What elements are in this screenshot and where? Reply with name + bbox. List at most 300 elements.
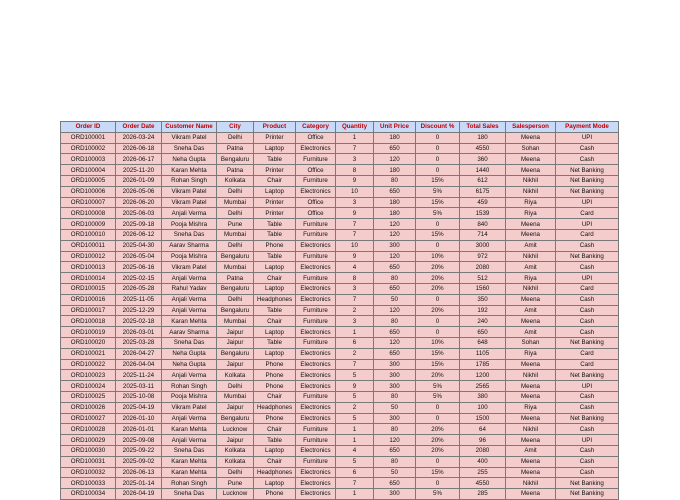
cell-order-date[interactable]: 2025-06-03: [116, 208, 162, 219]
cell-order-id[interactable]: ORD100013: [61, 262, 116, 273]
cell-product[interactable]: Printer: [254, 197, 296, 208]
cell-order-date[interactable]: 2025-03-28: [116, 337, 162, 348]
cell-salesperson[interactable]: Meena: [506, 467, 556, 478]
cell-order-date[interactable]: 2026-01-01: [116, 424, 162, 435]
cell-payment-mode[interactable]: Card: [556, 348, 619, 359]
cell-category[interactable]: Office: [296, 208, 336, 219]
cell-customer-name[interactable]: Pooja Mishra: [162, 251, 217, 262]
cell-payment-mode[interactable]: Net Banking: [556, 370, 619, 381]
cell-quantity[interactable]: 9: [336, 208, 374, 219]
cell-quantity[interactable]: 7: [336, 219, 374, 230]
cell-quantity[interactable]: 6: [336, 337, 374, 348]
cell-order-id[interactable]: ORD100015: [61, 283, 116, 294]
cell-payment-mode[interactable]: Cash: [556, 456, 619, 467]
cell-payment-mode[interactable]: Cash: [556, 262, 619, 273]
cell-salesperson[interactable]: Nikhil: [506, 175, 556, 186]
cell-payment-mode[interactable]: UPI: [556, 381, 619, 392]
cell-order-id[interactable]: ORD100027: [61, 413, 116, 424]
cell-category[interactable]: Electronics: [296, 262, 336, 273]
cell-category[interactable]: Furniture: [296, 175, 336, 186]
cell-product[interactable]: Table: [254, 251, 296, 262]
cell-order-date[interactable]: 2026-01-09: [116, 175, 162, 186]
column-header-order-id[interactable]: Order ID: [61, 122, 116, 133]
cell-product[interactable]: Table: [254, 229, 296, 240]
cell-order-date[interactable]: 2026-06-13: [116, 467, 162, 478]
cell-discount[interactable]: 0: [416, 294, 460, 305]
cell-category[interactable]: Electronics: [296, 489, 336, 500]
cell-salesperson[interactable]: Meena: [506, 456, 556, 467]
cell-customer-name[interactable]: Karan Mehta: [162, 316, 217, 327]
cell-order-id[interactable]: ORD100018: [61, 316, 116, 327]
cell-order-date[interactable]: 2025-11-24: [116, 370, 162, 381]
cell-order-date[interactable]: 2025-06-16: [116, 262, 162, 273]
cell-order-id[interactable]: ORD100024: [61, 381, 116, 392]
cell-product[interactable]: Printer: [254, 132, 296, 143]
cell-customer-name[interactable]: Anjali Verma: [162, 370, 217, 381]
column-header-quantity[interactable]: Quantity: [336, 122, 374, 133]
cell-salesperson[interactable]: Nikhil: [506, 251, 556, 262]
cell-payment-mode[interactable]: Cash: [556, 445, 619, 456]
cell-unit-price[interactable]: 650: [374, 327, 416, 338]
cell-order-id[interactable]: ORD100030: [61, 445, 116, 456]
cell-customer-name[interactable]: Karan Mehta: [162, 456, 217, 467]
cell-order-date[interactable]: 2026-06-18: [116, 143, 162, 154]
cell-unit-price[interactable]: 180: [374, 132, 416, 143]
cell-salesperson[interactable]: Sohan: [506, 337, 556, 348]
cell-customer-name[interactable]: Pooja Mishra: [162, 219, 217, 230]
cell-discount[interactable]: 0: [416, 219, 460, 230]
cell-total-sales[interactable]: 512: [460, 273, 506, 284]
column-header-payment-mode[interactable]: Payment Mode: [556, 122, 619, 133]
cell-category[interactable]: Electronics: [296, 381, 336, 392]
cell-city[interactable]: Kolkata: [217, 370, 254, 381]
cell-quantity[interactable]: 5: [336, 413, 374, 424]
cell-category[interactable]: Furniture: [296, 424, 336, 435]
cell-order-id[interactable]: ORD100028: [61, 424, 116, 435]
cell-category[interactable]: Furniture: [296, 337, 336, 348]
cell-customer-name[interactable]: Rohan Singh: [162, 381, 217, 392]
cell-salesperson[interactable]: Meena: [506, 359, 556, 370]
cell-order-date[interactable]: 2025-02-18: [116, 316, 162, 327]
cell-total-sales[interactable]: 380: [460, 391, 506, 402]
cell-order-date[interactable]: 2026-04-19: [116, 489, 162, 500]
cell-order-id[interactable]: ORD100008: [61, 208, 116, 219]
cell-order-date[interactable]: 2025-02-15: [116, 273, 162, 284]
cell-payment-mode[interactable]: UPI: [556, 197, 619, 208]
cell-discount[interactable]: 20%: [416, 435, 460, 446]
cell-order-date[interactable]: 2026-04-04: [116, 359, 162, 370]
cell-category[interactable]: Furniture: [296, 229, 336, 240]
cell-city[interactable]: Pune: [217, 219, 254, 230]
cell-city[interactable]: Bengaluru: [217, 348, 254, 359]
cell-salesperson[interactable]: Nikhil: [506, 186, 556, 197]
cell-discount[interactable]: 5%: [416, 186, 460, 197]
cell-quantity[interactable]: 7: [336, 478, 374, 489]
cell-total-sales[interactable]: 612: [460, 175, 506, 186]
cell-quantity[interactable]: 10: [336, 240, 374, 251]
cell-salesperson[interactable]: Riya: [506, 208, 556, 219]
cell-customer-name[interactable]: Neha Gupta: [162, 359, 217, 370]
cell-category[interactable]: Electronics: [296, 413, 336, 424]
cell-customer-name[interactable]: Anjali Verma: [162, 208, 217, 219]
cell-unit-price[interactable]: 650: [374, 283, 416, 294]
cell-order-date[interactable]: 2025-10-08: [116, 391, 162, 402]
cell-quantity[interactable]: 5: [336, 456, 374, 467]
cell-product[interactable]: Table: [254, 305, 296, 316]
cell-payment-mode[interactable]: Cash: [556, 294, 619, 305]
cell-total-sales[interactable]: 96: [460, 435, 506, 446]
cell-order-id[interactable]: ORD100033: [61, 478, 116, 489]
cell-unit-price[interactable]: 120: [374, 229, 416, 240]
cell-order-id[interactable]: ORD100025: [61, 391, 116, 402]
cell-category[interactable]: Electronics: [296, 348, 336, 359]
cell-customer-name[interactable]: Sneha Das: [162, 229, 217, 240]
cell-quantity[interactable]: 1: [336, 424, 374, 435]
cell-category[interactable]: Electronics: [296, 186, 336, 197]
cell-discount[interactable]: 15%: [416, 175, 460, 186]
cell-discount[interactable]: 0: [416, 456, 460, 467]
cell-product[interactable]: Laptop: [254, 262, 296, 273]
cell-salesperson[interactable]: Sohan: [506, 143, 556, 154]
cell-discount[interactable]: 15%: [416, 359, 460, 370]
cell-city[interactable]: Mumbai: [217, 197, 254, 208]
cell-order-date[interactable]: 2025-09-02: [116, 456, 162, 467]
cell-order-date[interactable]: 2025-04-30: [116, 240, 162, 251]
cell-unit-price[interactable]: 300: [374, 240, 416, 251]
cell-customer-name[interactable]: Anjali Verma: [162, 273, 217, 284]
cell-city[interactable]: Bengaluru: [217, 283, 254, 294]
cell-quantity[interactable]: 1: [336, 489, 374, 500]
cell-discount[interactable]: 15%: [416, 348, 460, 359]
cell-order-id[interactable]: ORD100005: [61, 175, 116, 186]
cell-product[interactable]: Table: [254, 337, 296, 348]
cell-order-id[interactable]: ORD100016: [61, 294, 116, 305]
column-header-total-sales[interactable]: Total Sales: [460, 122, 506, 133]
cell-discount[interactable]: 20%: [416, 262, 460, 273]
cell-product[interactable]: Laptop: [254, 143, 296, 154]
cell-discount[interactable]: 0: [416, 240, 460, 251]
cell-total-sales[interactable]: 2080: [460, 262, 506, 273]
cell-discount[interactable]: 5%: [416, 489, 460, 500]
cell-city[interactable]: Bengaluru: [217, 251, 254, 262]
cell-quantity[interactable]: 3: [336, 154, 374, 165]
cell-order-date[interactable]: 2025-09-18: [116, 219, 162, 230]
cell-discount[interactable]: 0: [416, 478, 460, 489]
cell-customer-name[interactable]: Aarav Sharma: [162, 240, 217, 251]
cell-quantity[interactable]: 6: [336, 467, 374, 478]
cell-customer-name[interactable]: Sneha Das: [162, 143, 217, 154]
cell-unit-price[interactable]: 300: [374, 381, 416, 392]
cell-order-id[interactable]: ORD100014: [61, 273, 116, 284]
cell-city[interactable]: Bengaluru: [217, 305, 254, 316]
cell-salesperson[interactable]: Meena: [506, 132, 556, 143]
cell-payment-mode[interactable]: Cash: [556, 424, 619, 435]
cell-city[interactable]: Delhi: [217, 467, 254, 478]
cell-salesperson[interactable]: Meena: [506, 391, 556, 402]
cell-city[interactable]: Mumbai: [217, 229, 254, 240]
cell-salesperson[interactable]: Nikhil: [506, 424, 556, 435]
cell-order-date[interactable]: 2026-06-20: [116, 197, 162, 208]
cell-order-date[interactable]: 2026-01-10: [116, 413, 162, 424]
cell-category[interactable]: Office: [296, 165, 336, 176]
cell-payment-mode[interactable]: Net Banking: [556, 489, 619, 500]
cell-customer-name[interactable]: Anjali Verma: [162, 294, 217, 305]
cell-city[interactable]: Lucknow: [217, 424, 254, 435]
cell-quantity[interactable]: 1: [336, 132, 374, 143]
cell-discount[interactable]: 15%: [416, 197, 460, 208]
cell-city[interactable]: Lucknow: [217, 489, 254, 500]
cell-total-sales[interactable]: 1785: [460, 359, 506, 370]
cell-order-date[interactable]: 2026-03-01: [116, 327, 162, 338]
cell-quantity[interactable]: 9: [336, 381, 374, 392]
cell-payment-mode[interactable]: Card: [556, 208, 619, 219]
cell-quantity[interactable]: 7: [336, 359, 374, 370]
cell-salesperson[interactable]: Riya: [506, 348, 556, 359]
cell-payment-mode[interactable]: Cash: [556, 327, 619, 338]
column-header-category[interactable]: Category: [296, 122, 336, 133]
cell-order-id[interactable]: ORD100019: [61, 327, 116, 338]
cell-order-date[interactable]: 2026-05-04: [116, 251, 162, 262]
cell-quantity[interactable]: 2: [336, 305, 374, 316]
cell-city[interactable]: Mumbai: [217, 391, 254, 402]
cell-total-sales[interactable]: 255: [460, 467, 506, 478]
cell-order-date[interactable]: 2026-05-28: [116, 283, 162, 294]
cell-quantity[interactable]: 3: [336, 283, 374, 294]
cell-product[interactable]: Chair: [254, 456, 296, 467]
cell-total-sales[interactable]: 1440: [460, 165, 506, 176]
cell-product[interactable]: Phone: [254, 413, 296, 424]
cell-total-sales[interactable]: 360: [460, 154, 506, 165]
cell-customer-name[interactable]: Vikram Patel: [162, 402, 217, 413]
cell-order-date[interactable]: 2025-09-22: [116, 445, 162, 456]
cell-total-sales[interactable]: 714: [460, 229, 506, 240]
cell-discount[interactable]: 20%: [416, 305, 460, 316]
cell-quantity[interactable]: 3: [336, 197, 374, 208]
cell-discount[interactable]: 0: [416, 327, 460, 338]
cell-product[interactable]: Chair: [254, 175, 296, 186]
cell-unit-price[interactable]: 80: [374, 273, 416, 284]
cell-city[interactable]: Patna: [217, 143, 254, 154]
cell-product[interactable]: Phone: [254, 381, 296, 392]
cell-unit-price[interactable]: 650: [374, 478, 416, 489]
cell-payment-mode[interactable]: Net Banking: [556, 413, 619, 424]
cell-city[interactable]: Jaipur: [217, 435, 254, 446]
cell-city[interactable]: Kolkata: [217, 175, 254, 186]
cell-total-sales[interactable]: 350: [460, 294, 506, 305]
cell-discount[interactable]: 0: [416, 316, 460, 327]
cell-quantity[interactable]: 7: [336, 229, 374, 240]
cell-order-id[interactable]: ORD100032: [61, 467, 116, 478]
cell-order-id[interactable]: ORD100026: [61, 402, 116, 413]
cell-discount[interactable]: 0: [416, 413, 460, 424]
cell-unit-price[interactable]: 50: [374, 402, 416, 413]
cell-total-sales[interactable]: 459: [460, 197, 506, 208]
cell-city[interactable]: Kolkata: [217, 456, 254, 467]
cell-salesperson[interactable]: Nikhil: [506, 478, 556, 489]
cell-total-sales[interactable]: 100: [460, 402, 506, 413]
cell-quantity[interactable]: 4: [336, 262, 374, 273]
cell-city[interactable]: Jaipur: [217, 327, 254, 338]
cell-city[interactable]: Delhi: [217, 132, 254, 143]
cell-payment-mode[interactable]: Net Banking: [556, 186, 619, 197]
cell-salesperson[interactable]: Meena: [506, 489, 556, 500]
cell-payment-mode[interactable]: Cash: [556, 240, 619, 251]
cell-quantity[interactable]: 2: [336, 348, 374, 359]
cell-payment-mode[interactable]: Cash: [556, 391, 619, 402]
cell-salesperson[interactable]: Nikhil: [506, 283, 556, 294]
cell-category[interactable]: Furniture: [296, 219, 336, 230]
cell-order-date[interactable]: 2025-12-29: [116, 305, 162, 316]
cell-city[interactable]: Jaipur: [217, 337, 254, 348]
cell-payment-mode[interactable]: Card: [556, 359, 619, 370]
cell-customer-name[interactable]: Vikram Patel: [162, 262, 217, 273]
cell-salesperson[interactable]: Meena: [506, 154, 556, 165]
cell-total-sales[interactable]: 972: [460, 251, 506, 262]
cell-product[interactable]: Table: [254, 154, 296, 165]
cell-customer-name[interactable]: Rohan Singh: [162, 478, 217, 489]
cell-total-sales[interactable]: 1200: [460, 370, 506, 381]
cell-category[interactable]: Furniture: [296, 435, 336, 446]
cell-city[interactable]: Delhi: [217, 240, 254, 251]
cell-customer-name[interactable]: Karan Mehta: [162, 424, 217, 435]
cell-category[interactable]: Furniture: [296, 456, 336, 467]
cell-product[interactable]: Table: [254, 219, 296, 230]
cell-customer-name[interactable]: Neha Gupta: [162, 154, 217, 165]
cell-total-sales[interactable]: 285: [460, 489, 506, 500]
cell-city[interactable]: Delhi: [217, 381, 254, 392]
cell-salesperson[interactable]: Riya: [506, 273, 556, 284]
cell-city[interactable]: Jaipur: [217, 402, 254, 413]
cell-unit-price[interactable]: 120: [374, 337, 416, 348]
cell-total-sales[interactable]: 3000: [460, 240, 506, 251]
cell-order-date[interactable]: 2026-06-17: [116, 154, 162, 165]
cell-order-id[interactable]: ORD100009: [61, 219, 116, 230]
cell-payment-mode[interactable]: Cash: [556, 402, 619, 413]
cell-order-date[interactable]: 2025-03-11: [116, 381, 162, 392]
cell-payment-mode[interactable]: Net Banking: [556, 251, 619, 262]
cell-total-sales[interactable]: 180: [460, 132, 506, 143]
cell-unit-price[interactable]: 80: [374, 316, 416, 327]
cell-discount[interactable]: 0: [416, 165, 460, 176]
cell-salesperson[interactable]: Meena: [506, 381, 556, 392]
cell-quantity[interactable]: 7: [336, 143, 374, 154]
cell-unit-price[interactable]: 650: [374, 348, 416, 359]
cell-customer-name[interactable]: Neha Gupta: [162, 348, 217, 359]
cell-salesperson[interactable]: Meena: [506, 165, 556, 176]
cell-customer-name[interactable]: Rahul Yadav: [162, 283, 217, 294]
cell-customer-name[interactable]: Sneha Das: [162, 337, 217, 348]
cell-order-id[interactable]: ORD100022: [61, 359, 116, 370]
cell-unit-price[interactable]: 300: [374, 413, 416, 424]
cell-total-sales[interactable]: 4550: [460, 143, 506, 154]
cell-quantity[interactable]: 7: [336, 294, 374, 305]
cell-category[interactable]: Electronics: [296, 467, 336, 478]
cell-quantity[interactable]: 9: [336, 175, 374, 186]
cell-order-date[interactable]: 2025-04-19: [116, 402, 162, 413]
cell-salesperson[interactable]: Meena: [506, 294, 556, 305]
cell-city[interactable]: Mumbai: [217, 262, 254, 273]
cell-product[interactable]: Laptop: [254, 327, 296, 338]
cell-payment-mode[interactable]: Cash: [556, 154, 619, 165]
cell-salesperson[interactable]: Amit: [506, 240, 556, 251]
cell-total-sales[interactable]: 2565: [460, 381, 506, 392]
cell-city[interactable]: Mumbai: [217, 316, 254, 327]
cell-product[interactable]: Chair: [254, 391, 296, 402]
cell-salesperson[interactable]: Meena: [506, 413, 556, 424]
cell-product[interactable]: Phone: [254, 240, 296, 251]
column-header-discount[interactable]: Discount %: [416, 122, 460, 133]
cell-order-id[interactable]: ORD100020: [61, 337, 116, 348]
cell-quantity[interactable]: 5: [336, 370, 374, 381]
cell-total-sales[interactable]: 1500: [460, 413, 506, 424]
cell-quantity[interactable]: 8: [336, 273, 374, 284]
cell-unit-price[interactable]: 650: [374, 143, 416, 154]
cell-customer-name[interactable]: Anjali Verma: [162, 435, 217, 446]
cell-product[interactable]: Headphones: [254, 467, 296, 478]
column-header-unit-price[interactable]: Unit Price: [374, 122, 416, 133]
cell-salesperson[interactable]: Meena: [506, 229, 556, 240]
cell-order-date[interactable]: 2025-09-08: [116, 435, 162, 446]
cell-payment-mode[interactable]: Cash: [556, 316, 619, 327]
cell-product[interactable]: Chair: [254, 316, 296, 327]
cell-order-id[interactable]: ORD100002: [61, 143, 116, 154]
cell-total-sales[interactable]: 2080: [460, 445, 506, 456]
cell-order-id[interactable]: ORD100023: [61, 370, 116, 381]
cell-order-id[interactable]: ORD100034: [61, 489, 116, 500]
cell-city[interactable]: Bengaluru: [217, 413, 254, 424]
cell-product[interactable]: Laptop: [254, 348, 296, 359]
cell-product[interactable]: Headphones: [254, 294, 296, 305]
cell-order-id[interactable]: ORD100021: [61, 348, 116, 359]
cell-payment-mode[interactable]: Card: [556, 229, 619, 240]
cell-total-sales[interactable]: 400: [460, 456, 506, 467]
cell-quantity[interactable]: 5: [336, 391, 374, 402]
cell-category[interactable]: Furniture: [296, 154, 336, 165]
cell-category[interactable]: Electronics: [296, 283, 336, 294]
cell-category[interactable]: Electronics: [296, 294, 336, 305]
column-header-salesperson[interactable]: Salesperson: [506, 122, 556, 133]
cell-product[interactable]: Chair: [254, 273, 296, 284]
cell-total-sales[interactable]: 6175: [460, 186, 506, 197]
cell-quantity[interactable]: 1: [336, 327, 374, 338]
cell-unit-price[interactable]: 80: [374, 424, 416, 435]
cell-order-id[interactable]: ORD100003: [61, 154, 116, 165]
cell-order-date[interactable]: 2026-05-06: [116, 186, 162, 197]
cell-order-id[interactable]: ORD100017: [61, 305, 116, 316]
cell-order-date[interactable]: 2025-01-14: [116, 478, 162, 489]
cell-discount[interactable]: 20%: [416, 424, 460, 435]
cell-unit-price[interactable]: 300: [374, 359, 416, 370]
cell-payment-mode[interactable]: Net Banking: [556, 337, 619, 348]
cell-discount[interactable]: 0: [416, 154, 460, 165]
cell-discount[interactable]: 5%: [416, 381, 460, 392]
cell-order-date[interactable]: 2026-06-12: [116, 229, 162, 240]
cell-total-sales[interactable]: 650: [460, 327, 506, 338]
cell-quantity[interactable]: 2: [336, 402, 374, 413]
cell-unit-price[interactable]: 120: [374, 154, 416, 165]
cell-quantity[interactable]: 3: [336, 316, 374, 327]
cell-unit-price[interactable]: 300: [374, 370, 416, 381]
cell-product[interactable]: Phone: [254, 370, 296, 381]
cell-city[interactable]: Jaipur: [217, 359, 254, 370]
cell-city[interactable]: Delhi: [217, 186, 254, 197]
cell-total-sales[interactable]: 1560: [460, 283, 506, 294]
cell-customer-name[interactable]: Vikram Patel: [162, 132, 217, 143]
cell-category[interactable]: Electronics: [296, 240, 336, 251]
cell-salesperson[interactable]: Riya: [506, 402, 556, 413]
cell-salesperson[interactable]: Amit: [506, 262, 556, 273]
cell-product[interactable]: Laptop: [254, 445, 296, 456]
